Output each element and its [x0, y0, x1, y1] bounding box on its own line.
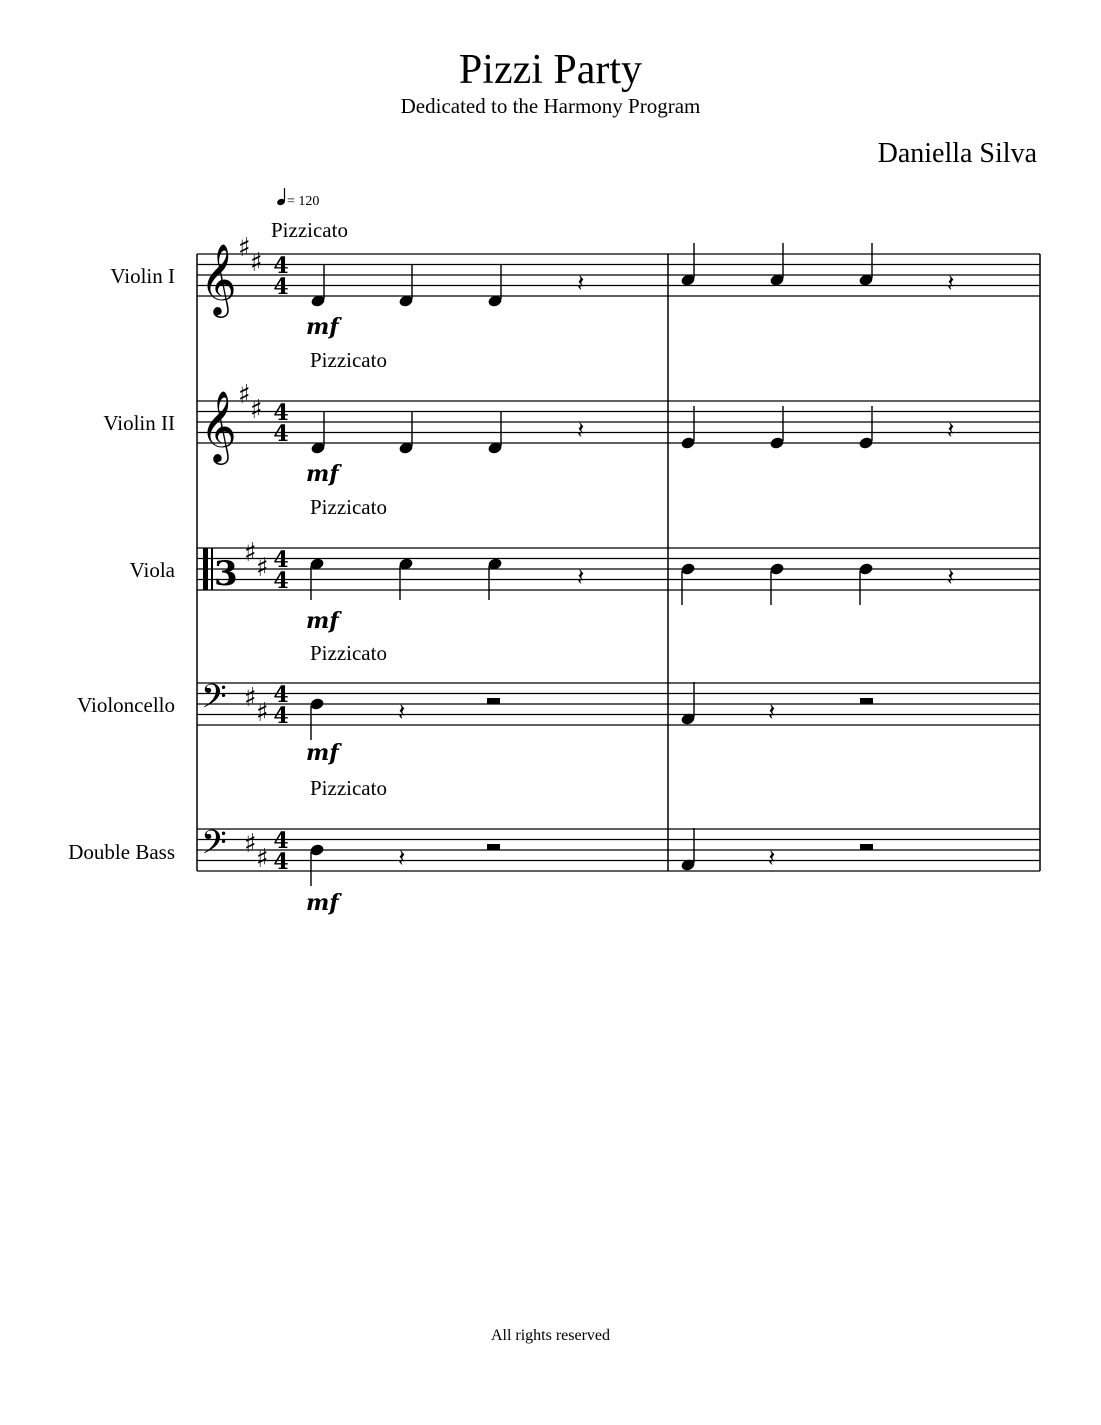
treble-clef: 𝄞 — [200, 242, 237, 315]
tempo-text: = 120 — [287, 194, 320, 209]
instrument-name: Violin II — [103, 411, 175, 435]
staff-violin-2 — [103, 348, 1040, 487]
time-sig-denominator: 4 — [273, 274, 289, 300]
time-sig-denominator: 4 — [273, 849, 289, 875]
staff-violoncello — [77, 641, 1040, 766]
score-title: Pizzi Party — [458, 47, 643, 93]
dynamic-mf: mf — [306, 608, 339, 634]
technique-text: Pizzicato — [310, 641, 387, 665]
score-subtitle: Dedicated to the Harmony Program — [400, 94, 701, 118]
quarter-rest: 𝄽 — [398, 844, 406, 872]
staff-violin-1 — [110, 218, 1040, 340]
technique-text: Pizzicato — [310, 348, 387, 372]
sharp-f: ♯ — [244, 538, 257, 568]
svg-text:3: 3 — [214, 554, 238, 594]
half-rest — [487, 698, 500, 704]
instrument-name: Double Bass — [68, 840, 175, 864]
sharp-c: ♯ — [250, 248, 263, 278]
sharp-f: ♯ — [238, 233, 251, 263]
note — [680, 562, 696, 605]
sharp-c: ♯ — [256, 553, 269, 583]
instrument-name: Violoncello — [77, 693, 175, 717]
time-sig-numerator: 4 — [273, 547, 289, 573]
note — [680, 406, 696, 450]
sharp-f: ♯ — [244, 683, 257, 713]
time-sig-numerator: 4 — [273, 828, 289, 854]
technique-text: Pizzicato — [310, 495, 387, 519]
quarter-rest: 𝄽 — [947, 269, 955, 297]
note — [769, 562, 785, 605]
dynamic-mf: mf — [306, 314, 339, 340]
dynamic-mf: mf — [306, 740, 339, 766]
dynamic-mf: mf — [306, 461, 339, 487]
treble-clef: 𝄞 — [200, 389, 237, 462]
half-rest — [860, 844, 873, 850]
time-sig-numerator: 4 — [273, 682, 289, 708]
quarter-rest: 𝄽 — [947, 563, 955, 591]
bass-clef: 𝄢 — [201, 824, 227, 870]
copyright-footer: All rights reserved — [490, 1327, 611, 1344]
note — [309, 697, 325, 740]
time-sig-denominator: 4 — [273, 703, 289, 729]
quarter-rest: 𝄽 — [398, 698, 406, 726]
time-sig-numerator: 4 — [273, 253, 289, 279]
quarter-rest: 𝄽 — [947, 416, 955, 444]
half-rest — [860, 698, 873, 704]
quarter-rest: 𝄽 — [577, 269, 585, 297]
tempo-marking — [276, 188, 319, 209]
alto-clef — [203, 548, 238, 594]
time-sig-numerator: 4 — [273, 400, 289, 426]
bass-clef: 𝄢 — [201, 678, 227, 724]
dynamic-mf: mf — [306, 890, 339, 916]
time-sig-denominator: 4 — [273, 421, 289, 447]
quarter-rest: 𝄽 — [577, 563, 585, 591]
staff-viola — [130, 495, 1040, 634]
sharp-f: ♯ — [238, 380, 251, 410]
instrument-name: Viola — [129, 558, 175, 582]
sharp-f: ♯ — [244, 829, 257, 859]
quarter-rest: 𝄽 — [768, 698, 776, 726]
note — [309, 843, 325, 886]
technique-text: Pizzicato — [310, 776, 387, 800]
note — [858, 562, 874, 605]
quarter-rest: 𝄽 — [768, 844, 776, 872]
technique-text: Pizzicato — [271, 218, 348, 242]
note — [398, 557, 414, 600]
note — [769, 406, 785, 450]
sharp-c: ♯ — [256, 844, 269, 874]
sharp-c: ♯ — [250, 395, 263, 425]
composer-name: Daniella Silva — [877, 138, 1037, 169]
note — [309, 557, 325, 600]
quarter-rest: 𝄽 — [577, 416, 585, 444]
time-sig-denominator: 4 — [273, 568, 289, 594]
note — [487, 557, 503, 600]
staff-double-bass — [68, 776, 1040, 916]
half-rest — [487, 844, 500, 850]
note — [858, 406, 874, 450]
instrument-name: Violin I — [110, 264, 175, 288]
sharp-c: ♯ — [256, 698, 269, 728]
